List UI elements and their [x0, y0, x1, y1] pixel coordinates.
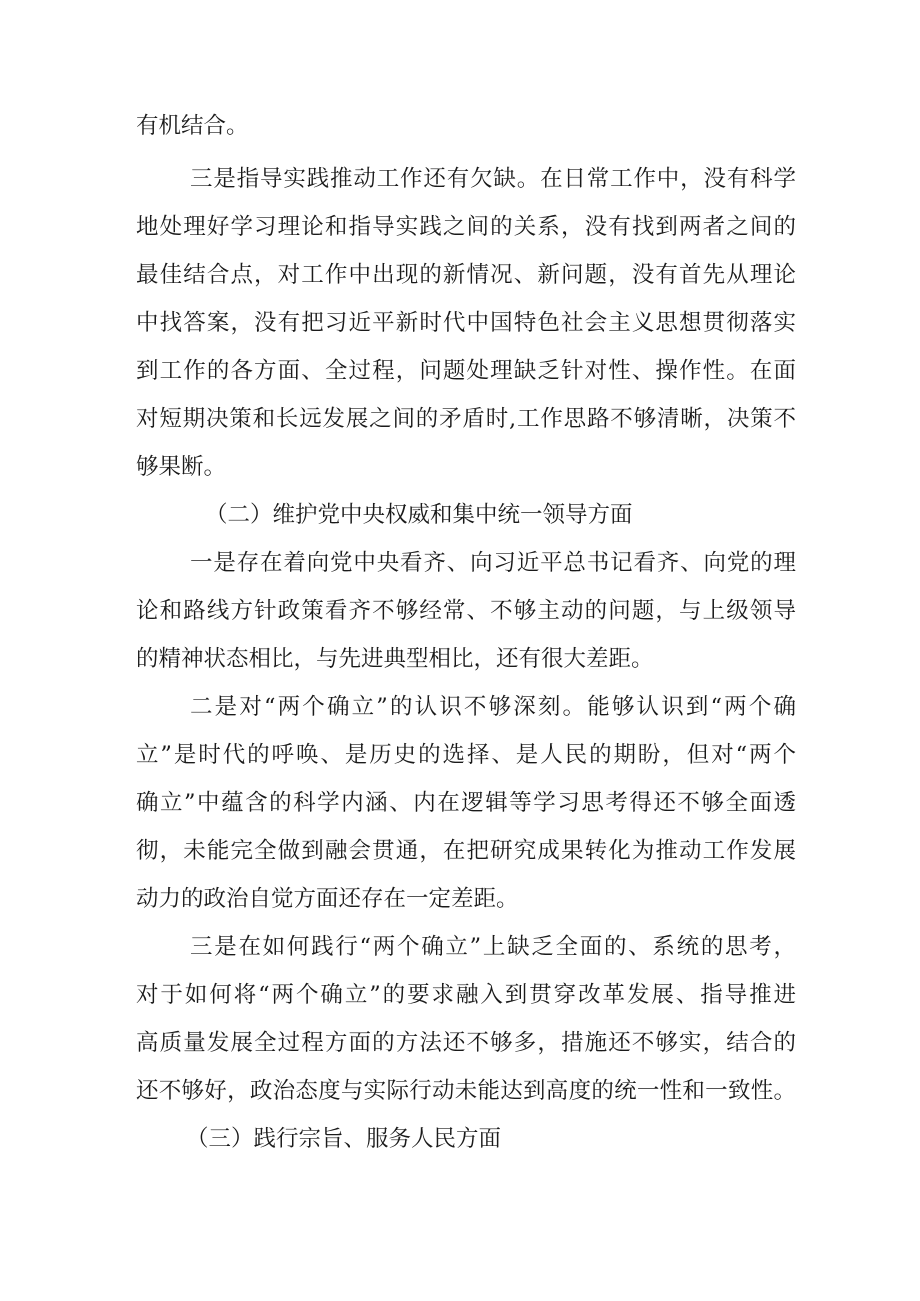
- paragraph-line: 还不够好，政治态度与实际行动未能达到高度的统一性和一致性。: [136, 1078, 796, 1104]
- paragraph-line: 动力的政治自觉方面还存在一定差距。: [136, 886, 519, 912]
- paragraph-line: 三是在如何践行“两个确立”上缺乏全面的、系统的思考，: [190, 934, 796, 960]
- paragraph-line: 地处理好学习理论和指导实践之间的关系，没有找到两者之间的: [136, 214, 796, 240]
- paragraph-line: 一是存在着向党中央看齐、向习近平总书记看齐、向党的理: [190, 550, 796, 576]
- paragraph-line: 三是指导实践推动工作还有欠缺。在日常工作中，没有科学: [190, 166, 796, 192]
- paragraph-line: 彻，未能完全做到融会贯通，在把研究成果转化为推动工作发展: [136, 838, 796, 864]
- section-heading: （三）践行宗旨、服务人民方面: [186, 1126, 502, 1152]
- paragraph-line: 的精神状态相比，与先进典型相比，还有很大差距。: [136, 646, 654, 672]
- paragraph-line: 立”是时代的呼唤、是历史的选择、是人民的期盼，但对“两个: [136, 742, 796, 768]
- paragraph-line: 有机结合。: [136, 113, 249, 139]
- paragraph-line: 够果断。: [136, 454, 227, 480]
- paragraph-line: 确立”中蕴含的科学内涵、内在逻辑等学习思考得还不够全面透: [136, 790, 796, 816]
- paragraph-line: 中找答案，没有把习近平新时代中国特色社会主义思想贯彻落实: [136, 310, 796, 336]
- paragraph-line: 对于如何将“两个确立”的要求融入到贯穿改革发展、指导推进: [136, 982, 796, 1008]
- paragraph-line: 最佳结合点，对工作中出现的新情况、新问题，没有首先从理论: [136, 262, 796, 288]
- paragraph-line: 到工作的各方面、全过程，问题处理缺乏针对性、操作性。在面: [136, 358, 796, 384]
- paragraph-line: 二是对“两个确立”的认识不够深刻。能够认识到“两个确: [190, 694, 796, 720]
- section-heading: （二）维护党中央权威和集中统一领导方面: [205, 502, 633, 528]
- paragraph-line: 高质量发展全过程方面的方法还不够多，措施还不够实，结合的: [136, 1030, 796, 1056]
- paragraph-line: 论和路线方针政策看齐不够经常、不够主动的问题，与上级领导: [136, 598, 796, 624]
- paragraph-line: 对短期决策和长远发展之间的矛盾时,工作思路不够清晰，决策不: [136, 406, 796, 432]
